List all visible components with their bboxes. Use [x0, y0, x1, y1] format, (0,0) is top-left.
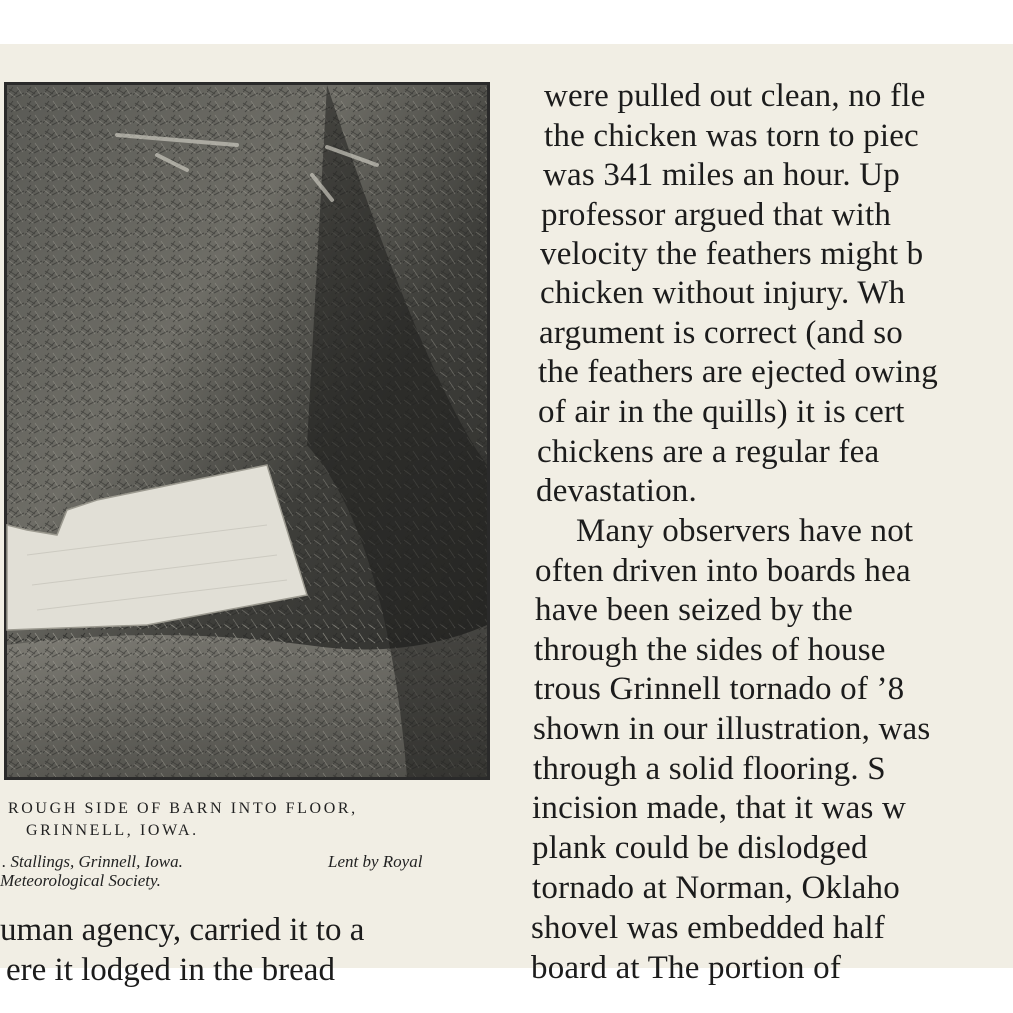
right-line-12: Many observers have not [576, 513, 914, 549]
right-line-19: incision made, that it was w [532, 790, 907, 826]
right-line-16: trous Grinnell tornado of ’8 [534, 671, 905, 707]
right-line-22: shovel was embedded half [531, 910, 885, 946]
right-line-13: often driven into boards hea [535, 553, 911, 589]
right-line-14: have been seized by the [535, 592, 853, 628]
scanned-page [0, 44, 1013, 988]
right-line-2: the chicken was torn to piec [544, 118, 919, 154]
right-line-6: chicken without injury. Wh [540, 275, 906, 311]
caption-line-1: ROUGH SIDE OF BARN INTO FLOOR, [8, 800, 358, 817]
right-column-text [530, 78, 1013, 986]
right-line-21: tornado at Norman, Oklaho [532, 870, 900, 906]
credit-lender: Lent by Royal [328, 852, 423, 871]
right-line-10: chickens are a regular fea [537, 434, 880, 470]
right-line-23: board at The portion of [531, 950, 842, 986]
caption-line-2: GRINNELL, IOWA. [26, 822, 199, 839]
left-line-1: uman agency, carried it to a [0, 912, 365, 948]
right-line-7: argument is correct (and so [539, 315, 904, 351]
photograph-barn-floor [4, 82, 490, 780]
left-line-2: ere it lodged in the bread [6, 952, 335, 988]
right-line-15: through the sides of house [534, 632, 886, 668]
right-line-20: plank could be dislodged [532, 830, 868, 866]
photo-image [7, 85, 487, 777]
right-line-18: through a solid flooring. S [533, 751, 886, 787]
right-line-3: was 341 miles an hour. Up [543, 157, 900, 193]
right-line-11: devastation. [536, 473, 697, 509]
credit-photographer: . Stallings, Grinnell, Iowa. [2, 852, 183, 871]
right-line-1: were pulled out clean, no fle [544, 78, 926, 114]
right-line-8: the feathers are ejected owing [538, 354, 938, 390]
credit-society: Meteorological Society. [0, 871, 161, 890]
right-line-17: shown in our illustration, was [533, 711, 931, 747]
right-line-4: professor argued that with [541, 197, 892, 233]
right-line-9: of air in the quills) it is cert [538, 394, 905, 430]
right-line-5: velocity the feathers might b [540, 236, 924, 272]
